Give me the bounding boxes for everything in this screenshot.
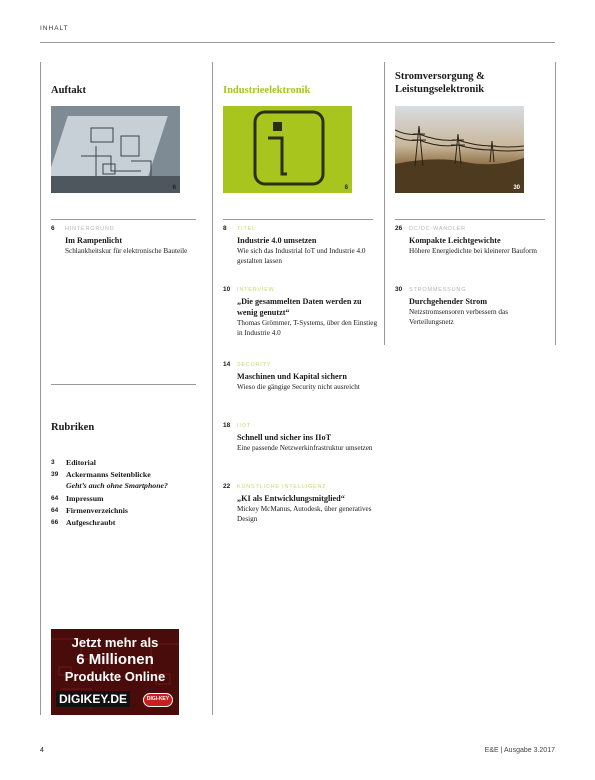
industrie-entry[interactable] xyxy=(223,224,378,267)
entry-description: Schlankheitskur für elektronische Bauteile xyxy=(65,246,188,255)
entry-kicker: INTERVIEW xyxy=(237,287,275,293)
rubrik-page: 66 xyxy=(51,519,59,526)
info-i-icon xyxy=(223,106,352,193)
entry-headline: Im Rampenlicht xyxy=(65,235,123,245)
entry-page: 14 xyxy=(223,361,231,368)
entry-headline: „Die gesammelten Daten werden zu wenig genutzt“ xyxy=(237,296,362,317)
rubriken-rule xyxy=(51,384,196,385)
strom-thumbnail[interactable] xyxy=(395,106,524,193)
rubrik-page: 39 xyxy=(51,471,59,478)
column-title-strom-2: Leistungselektronik xyxy=(395,84,485,95)
rubrik-page: 3 xyxy=(51,459,55,466)
column-divider-4 xyxy=(555,62,556,345)
auftakt-thumbnail[interactable] xyxy=(51,106,180,193)
entry-description: Wieso die gängige Security nicht ausreicht xyxy=(237,382,360,391)
header-rule xyxy=(40,42,555,43)
industrie-thumbnail[interactable] xyxy=(223,106,352,193)
entry-headline: Industrie 4.0 umsetzen xyxy=(237,235,317,245)
entry-kicker: DC/DC-WANDLER xyxy=(409,226,466,232)
entry-kicker: IIOT xyxy=(237,423,251,429)
rubriken-title: Rubriken xyxy=(51,422,95,433)
column-title-auftakt: Auftakt xyxy=(51,85,87,96)
rubrik-item[interactable] xyxy=(51,470,168,491)
entry-kicker: KÜNSTLICHE INTELLIGENZ xyxy=(237,484,327,490)
digikey-advert[interactable] xyxy=(51,629,179,715)
entry-kicker: STROMMESSUNG xyxy=(409,287,467,293)
rubrik-label: Ackermanns Seitenblicke xyxy=(66,470,151,479)
entry-description: Höhere Energiedichte bei kleinerer Bauform xyxy=(409,246,537,255)
entry-page: 6 xyxy=(51,225,55,232)
rubrik-sublabel: Geht’s auch ohne Smartphone? xyxy=(66,480,168,490)
column-divider-2 xyxy=(212,62,213,715)
industrie-entry-rule xyxy=(223,219,373,220)
entry-description: Netzstromsensoren verbessern das Verteilungsnetz xyxy=(409,307,508,326)
strom-entry[interactable] xyxy=(395,224,550,256)
rubrik-page: 64 xyxy=(51,507,59,514)
industrie-thumb-page: 8 xyxy=(344,185,348,191)
rubrik-item[interactable] xyxy=(51,506,128,517)
entry-headline: Durchgehender Strom xyxy=(409,296,488,306)
digikey-logo-badge: DIGI-KEY xyxy=(143,693,173,707)
entry-kicker: TITEL xyxy=(237,226,256,232)
entry-headline: „KI als Entwicklungsmitglied“ xyxy=(237,493,345,503)
rubrik-label: Firmenverzeichnis xyxy=(66,506,128,515)
rubrik-label: Editorial xyxy=(66,458,96,467)
ad-line-1: Jetzt mehr als xyxy=(71,635,159,650)
column-divider-3 xyxy=(384,62,385,345)
entry-description: Eine passende Netzwerkinfrastruktur umsetzen xyxy=(237,443,373,452)
rubrik-label: Aufgeschraubt xyxy=(66,518,116,527)
page-number: 4 xyxy=(40,747,44,754)
column-title-industrie: Industrieelektronik xyxy=(223,85,311,96)
industrie-entry[interactable] xyxy=(223,285,378,339)
entry-page: 8 xyxy=(223,225,227,232)
entry-description: Thomas Grömmer, T-Systems, über den Einstieg in Industrie 4.0 xyxy=(237,318,378,337)
strom-entry[interactable] xyxy=(395,285,550,328)
entry-page: 10 xyxy=(223,286,231,293)
entry-page: 18 xyxy=(223,422,231,429)
auftakt-entry[interactable] xyxy=(51,224,201,256)
circuit-board-image xyxy=(51,106,180,193)
industrie-entry[interactable] xyxy=(223,360,378,392)
auftakt-thumb-page: 6 xyxy=(172,185,176,191)
auftakt-entry-rule xyxy=(51,219,196,220)
entry-kicker: SECURITY xyxy=(237,362,272,368)
entry-description: Wie sich das Industrial IoT und Industrie 4.0 gestalten lassen xyxy=(237,246,366,265)
section-label: INHALT xyxy=(40,25,69,32)
rubrik-item[interactable] xyxy=(51,518,115,529)
strom-thumb-page: 30 xyxy=(513,185,520,191)
industrie-entry[interactable] xyxy=(223,421,378,453)
power-lines-image xyxy=(395,106,524,193)
rubrik-item[interactable] xyxy=(51,458,96,469)
entry-headline: Schnell und sicher ins IIoT xyxy=(237,432,332,442)
entry-headline: Maschinen und Kapital sichern xyxy=(237,371,347,381)
entry-headline: Kompakte Leichtgewichte xyxy=(409,235,501,245)
ad-brand: DIGIKEY.DE xyxy=(56,691,130,707)
strom-entry-rule xyxy=(395,219,545,220)
entry-kicker: HINTERGRUND xyxy=(65,226,115,232)
ad-line-2: 6 Millionen xyxy=(76,651,154,668)
entry-page: 22 xyxy=(223,483,231,490)
column-title-strom-1: Stromversorgung & xyxy=(395,71,485,82)
industrie-entry[interactable] xyxy=(223,482,378,525)
rubrik-page: 64 xyxy=(51,495,59,502)
entry-description: Mickey McManus, Autodesk, über generatives Design xyxy=(237,504,372,523)
ad-line-3: Produkte Online xyxy=(64,669,166,684)
entry-page: 26 xyxy=(395,225,403,232)
entry-page: 30 xyxy=(395,286,403,293)
rubrik-item[interactable] xyxy=(51,494,104,505)
magazine-issue: E&E | Ausgabe 3.2017 xyxy=(484,747,555,754)
column-divider-1 xyxy=(40,62,41,715)
rubrik-label: Impressum xyxy=(66,494,104,503)
